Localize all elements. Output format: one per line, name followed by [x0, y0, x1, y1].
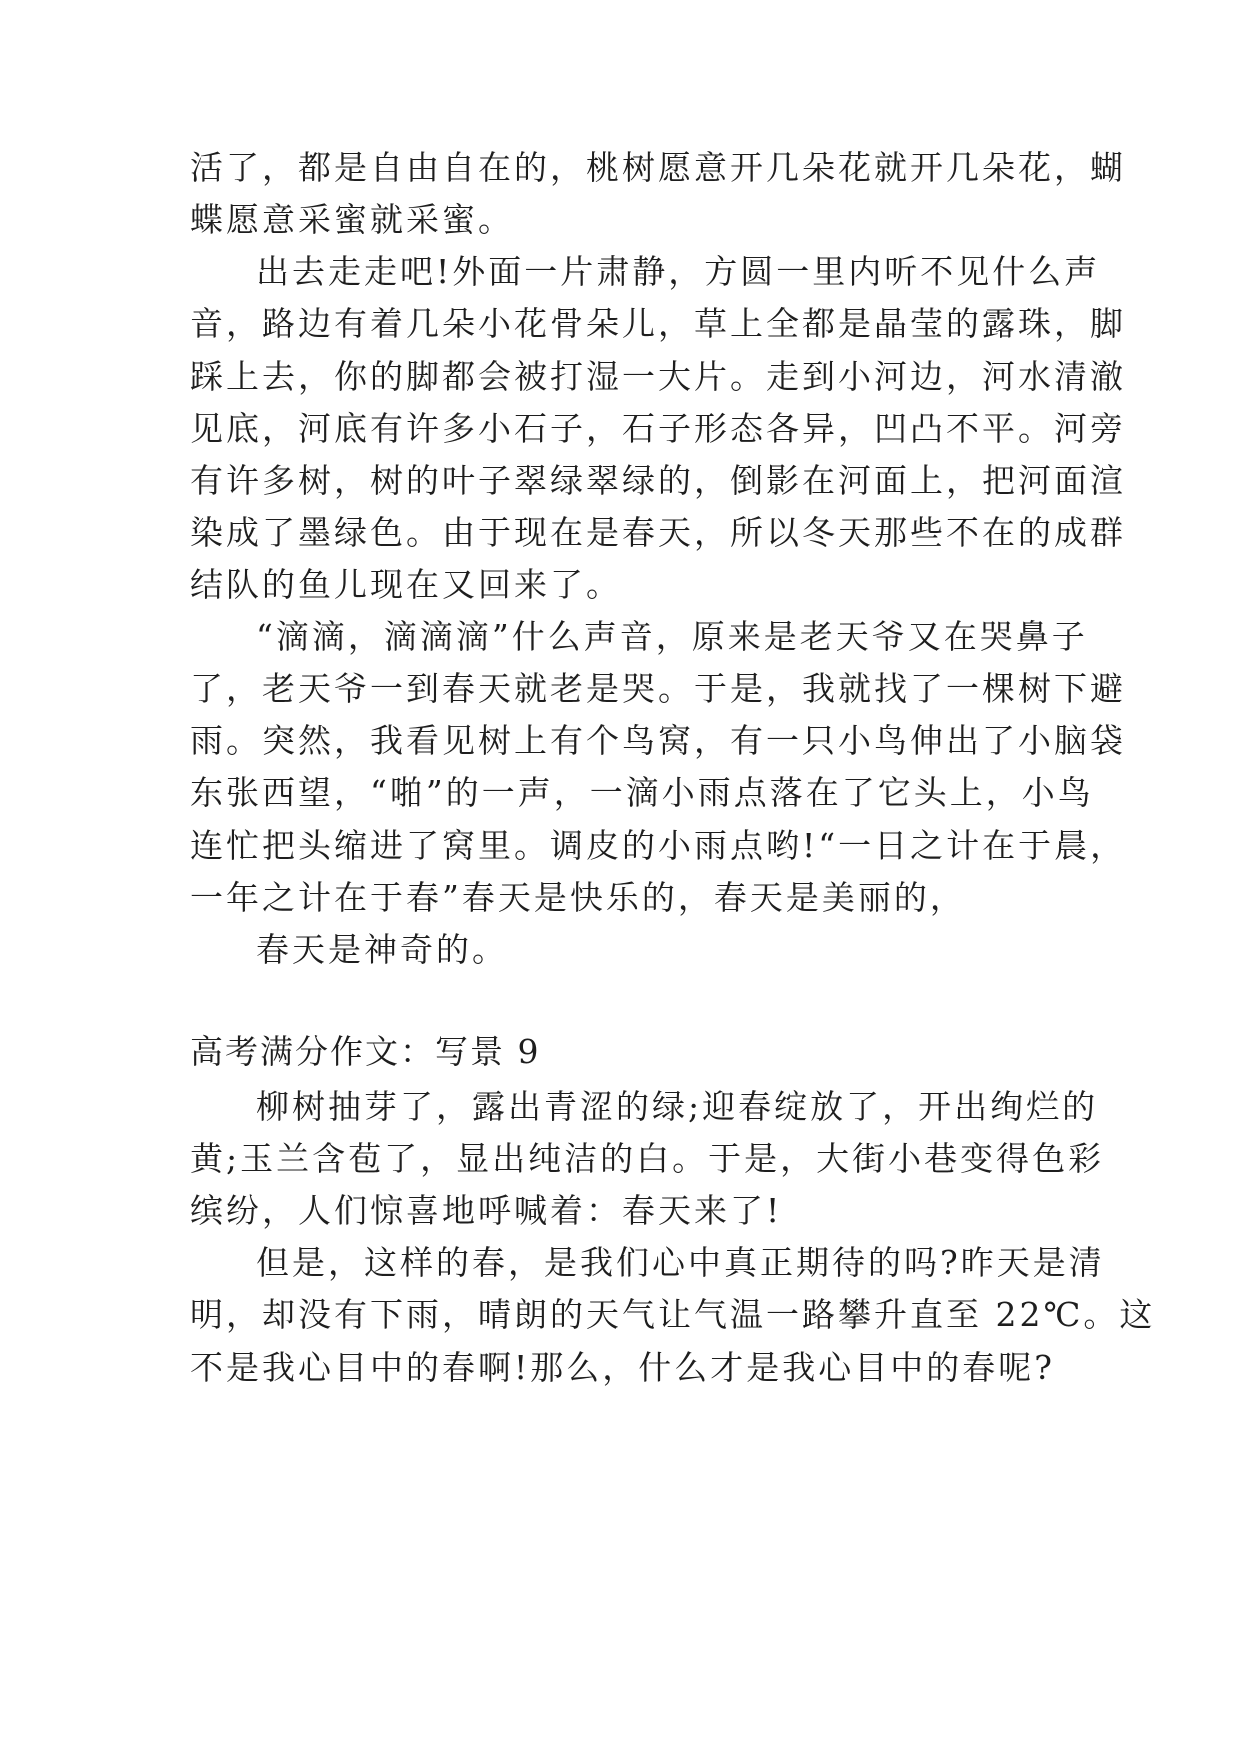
- paragraph-4-line-1: 春天是神奇的。: [256, 930, 508, 969]
- paragraph-1-line-1: 活了，都是自由自在的，桃树愿意开几朵花就开几朵花，蝴: [190, 148, 1126, 187]
- section2-paragraph-1-line-3: 缤纷，人们惊喜地呼喊着：春天来了!: [190, 1191, 783, 1230]
- paragraph-3-line-5: 连忙把头缩进了窝里。调皮的小雨点哟!“一日之计在于晨，: [190, 826, 1127, 865]
- paragraph-3-line-6: 一年之计在于春”春天是快乐的，春天是美丽的，: [190, 878, 966, 917]
- section2-paragraph-2-line-2: 明，却没有下雨，晴朗的天气让气温一路攀升直至 22℃。这: [190, 1295, 1156, 1334]
- paragraph-3-line-4: 东张西望，“啪”的一声，一滴小雨点落在了它头上，小鸟: [190, 773, 1094, 812]
- paragraph-3-line-3: 雨。突然，我看见树上有个鸟窝，有一只小鸟伸出了小脑袋: [190, 721, 1126, 760]
- paragraph-2-line-5: 有许多树，树的叶子翠绿翠绿的，倒影在河面上，把河面渲: [190, 461, 1126, 500]
- section2-paragraph-1-line-1: 柳树抽芽了，露出青涩的绿;迎春绽放了，开出绚烂的: [256, 1087, 1099, 1126]
- section2-paragraph-1-line-2: 黄;玉兰含苞了，显出纯洁的白。于是，大街小巷变得色彩: [190, 1139, 1105, 1178]
- paragraph-2-line-4: 见底，河底有许多小石子，石子形态各异，凹凸不平。河旁: [190, 409, 1126, 448]
- paragraph-1-line-2: 蝶愿意采蜜就采蜜。: [190, 200, 514, 239]
- section2-paragraph-2-line-3: 不是我心目中的春啊!那么，什么才是我心目中的春呢?: [190, 1348, 1055, 1387]
- paragraph-2-line-3: 踩上去，你的脚都会被打湿一大片。走到小河边，河水清澈: [190, 357, 1126, 396]
- section2-paragraph-2-line-1: 但是，这样的春，是我们心中真正期待的吗?昨天是清: [256, 1243, 1105, 1282]
- section-heading: 高考满分作文：写景 9: [190, 1032, 541, 1071]
- paragraph-2-line-2: 音，路边有着几朵小花骨朵儿，草上全都是晶莹的露珠，脚: [190, 304, 1126, 343]
- paragraph-2-line-7: 结队的鱼儿现在又回来了。: [190, 565, 622, 604]
- paragraph-2-line-1: 出去走走吧!外面一片肃静，方圆一里内听不见什么声: [256, 252, 1101, 291]
- paragraph-2-line-6: 染成了墨绿色。由于现在是春天，所以冬天那些不在的成群: [190, 513, 1126, 552]
- paragraph-3-line-1: “滴滴，滴滴滴”什么声音，原来是老天爷又在哭鼻子: [256, 617, 1088, 656]
- paragraph-3-line-2: 了，老天爷一到春天就老是哭。于是，我就找了一棵树下避: [190, 669, 1126, 708]
